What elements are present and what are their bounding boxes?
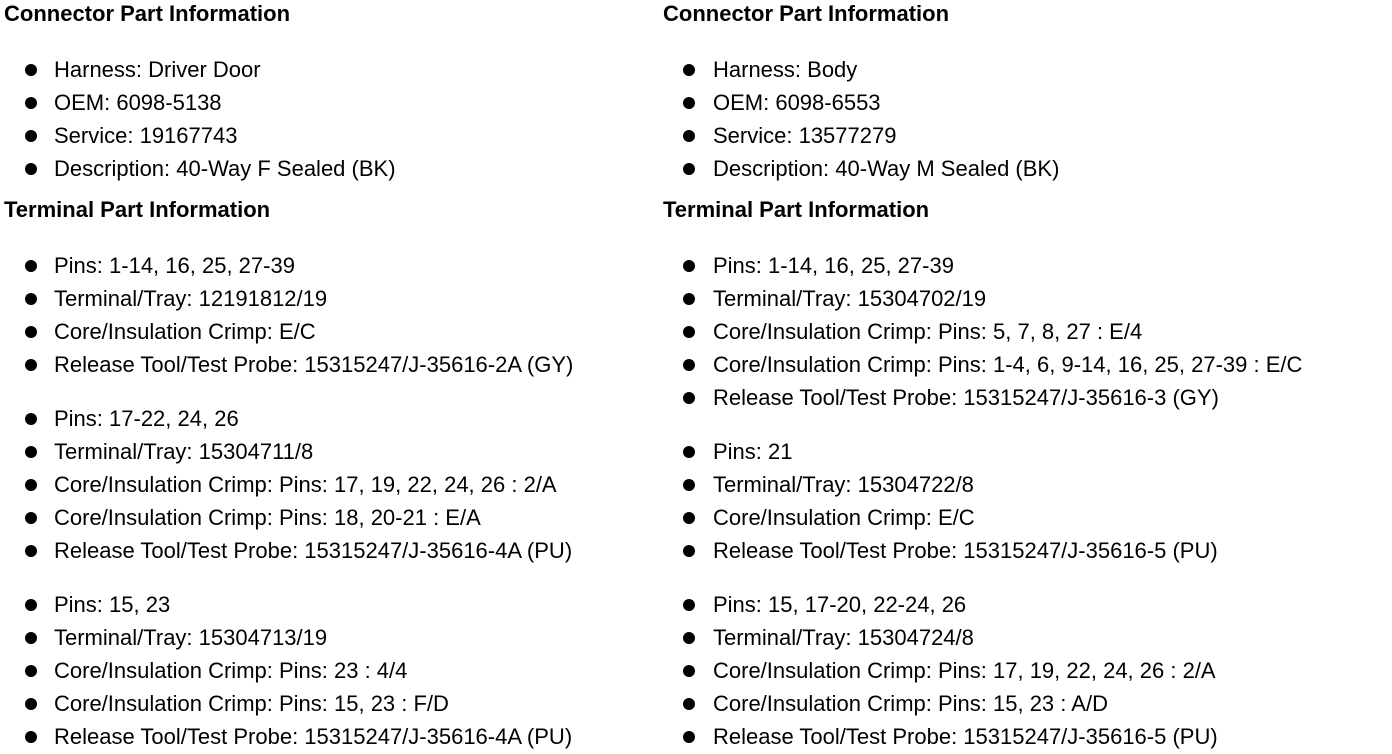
bullet-icon xyxy=(683,698,695,710)
bullet-icon xyxy=(683,512,695,524)
bullet-icon xyxy=(683,130,695,142)
bullet-icon xyxy=(25,665,37,677)
bullet-icon xyxy=(25,64,37,76)
bullet-icon xyxy=(25,479,37,491)
bullet-icon xyxy=(25,632,37,644)
bullet-icon xyxy=(25,359,37,371)
bullet-icon xyxy=(25,413,37,425)
bullet-icon xyxy=(683,392,695,404)
terminal-heading: Terminal Part Information xyxy=(4,197,271,222)
bullet-icon xyxy=(683,64,695,76)
bullet-icon xyxy=(25,545,37,557)
bullet-icon xyxy=(25,293,37,305)
bullet-icon xyxy=(683,665,695,677)
bullet-icon xyxy=(683,545,695,557)
bullet-icon xyxy=(25,731,37,743)
connector-heading: Connector Part Information xyxy=(4,1,291,26)
bullet-icon xyxy=(683,326,695,338)
bullet-icon xyxy=(25,446,37,458)
bullet-icon xyxy=(683,632,695,644)
bullet-icon xyxy=(683,479,695,491)
bullet-icon xyxy=(25,698,37,710)
bullet-icon xyxy=(683,163,695,175)
bullet-icon xyxy=(683,446,695,458)
bullet-icon xyxy=(25,260,37,272)
bullet-icon xyxy=(683,359,695,371)
bullet-icon xyxy=(25,163,37,175)
connector-heading: Connector Part Information xyxy=(663,1,950,26)
bullet-icon xyxy=(25,512,37,524)
terminal-heading: Terminal Part Information xyxy=(663,197,930,222)
bullet-icon xyxy=(683,731,695,743)
bullet-icon xyxy=(25,97,37,109)
bullet-icon xyxy=(683,97,695,109)
bullet-icon xyxy=(683,260,695,272)
bullet-icon xyxy=(25,130,37,142)
bullet-icon xyxy=(683,293,695,305)
bullet-icon xyxy=(683,599,695,611)
bullet-icon xyxy=(25,326,37,338)
bullet-icon xyxy=(25,599,37,611)
